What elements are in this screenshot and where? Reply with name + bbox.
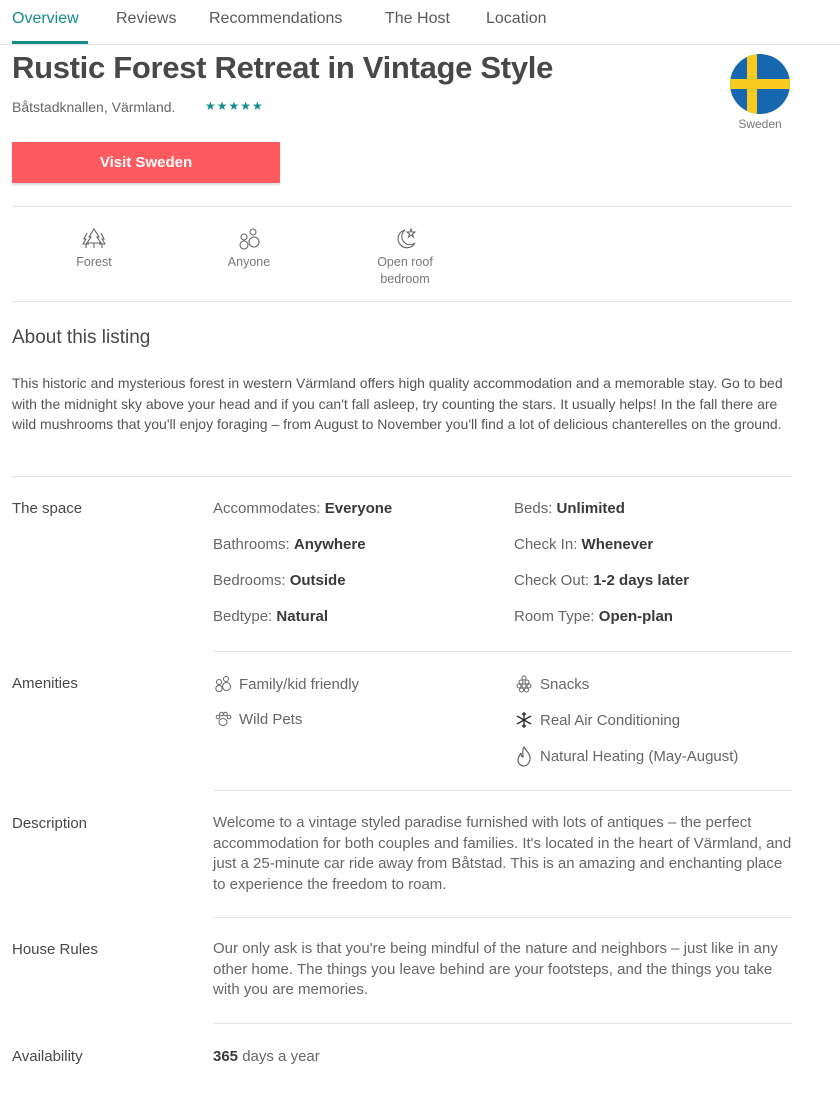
- snowflake-icon: [514, 710, 534, 730]
- amenity-label: Wild Pets: [239, 710, 303, 728]
- divider: [213, 651, 792, 652]
- amenity-label: Natural Heating (May-August): [540, 747, 739, 765]
- availability-label: Availability: [12, 1048, 83, 1065]
- sweden-flag-icon: [730, 54, 790, 114]
- paw-icon: [213, 709, 233, 729]
- amenity-label: Snacks: [540, 675, 590, 693]
- feature-label-line1: Open roof: [377, 255, 433, 269]
- active-tab-indicator: [12, 41, 88, 44]
- visit-sweden-button[interactable]: Visit Sweden: [12, 142, 280, 183]
- amenity-air-conditioning: [514, 710, 680, 730]
- amenity-heating: [514, 745, 738, 767]
- feature-label: Forest: [76, 255, 112, 269]
- divider: [213, 917, 792, 918]
- space-room-type: Room Type: Open-plan: [514, 608, 673, 625]
- space-check-out: Check Out: 1-2 days later: [514, 572, 690, 589]
- feature-anyone: [189, 226, 309, 271]
- house-rules-text: Our only ask is that you're being mindful of the nature and neighbors – just like in any other home. The things you leave behind are your footsteps, and the things you take with you are memories.: [213, 940, 778, 998]
- people-icon: [236, 226, 262, 252]
- amenity-snacks: [514, 674, 589, 694]
- snacks-icon: [514, 674, 534, 694]
- amenity-label: Real Air Conditioning: [540, 711, 681, 729]
- description-text: Welcome to a vintage styled paradise furnished with lots of antiques – the perfect accommodation for both couples and families. It's located in the heart of Värmland, and just a 25-minute car ride away from Båtstad. This is an amazing and enchanting place to experience the freedom to roam.: [213, 814, 792, 893]
- about-text: This historic and mysterious forest in western Värmland offers high quality accommodation and a memorable stay. Go to bed with the midnight sky above your head and if you can't fall asleep, try counting the stars. It usually helps! In the fall there are wild mushrooms that you'll enjoy foraging – from August to November you'll find a lot of delicious chanterelles on the ground.: [12, 375, 783, 432]
- forest-icon: [81, 226, 107, 252]
- moon-star-icon: [392, 226, 418, 252]
- space-bathrooms: Bathrooms: Anywhere: [213, 536, 366, 553]
- divider: [12, 206, 792, 207]
- feature-label-line2: bedroom: [380, 272, 430, 286]
- description-label: Description: [12, 815, 88, 832]
- tab-overview[interactable]: Overview: [12, 10, 79, 27]
- space-check-in: Check In: Whenever: [514, 536, 654, 553]
- listing-location: Båtstadknallen, Värmland.: [12, 99, 176, 115]
- divider: [213, 790, 792, 791]
- tab-the-host[interactable]: The Host: [385, 10, 450, 27]
- space-label: The space: [12, 500, 83, 517]
- flame-icon: [514, 745, 534, 767]
- amenity-pets: [213, 709, 302, 729]
- tab-recommendations[interactable]: Recommendations: [209, 10, 343, 27]
- tab-location[interactable]: Location: [486, 10, 547, 27]
- rating-stars: ★★★★★: [205, 99, 264, 113]
- country-label: Sweden: [738, 117, 782, 131]
- amenity-family: [213, 674, 359, 694]
- space-accommodates: Accommodates: Everyone: [213, 500, 393, 517]
- amenities-label: Amenities: [12, 675, 78, 692]
- about-heading: About this listing: [12, 327, 151, 348]
- feature-label: Anyone: [227, 255, 271, 269]
- feature-open-roof: [345, 226, 465, 288]
- top-nav: [0, 0, 840, 45]
- amenity-label: Family/kid friendly: [239, 675, 360, 693]
- space-beds: Beds: Unlimited: [514, 500, 625, 517]
- divider: [12, 476, 792, 477]
- house-rules-label: House Rules: [12, 941, 98, 958]
- feature-forest: [34, 226, 154, 271]
- divider: [12, 301, 792, 302]
- space-bedtype: Bedtype: Natural: [213, 608, 329, 625]
- space-bedrooms: Bedrooms: Outside: [213, 572, 346, 589]
- family-icon: [213, 674, 233, 694]
- tab-reviews[interactable]: Reviews: [116, 10, 177, 27]
- divider: [213, 1023, 792, 1024]
- availability-value: 365 days a year: [213, 1048, 320, 1065]
- listing-title: Rustic Forest Retreat in Vintage Style: [12, 50, 554, 85]
